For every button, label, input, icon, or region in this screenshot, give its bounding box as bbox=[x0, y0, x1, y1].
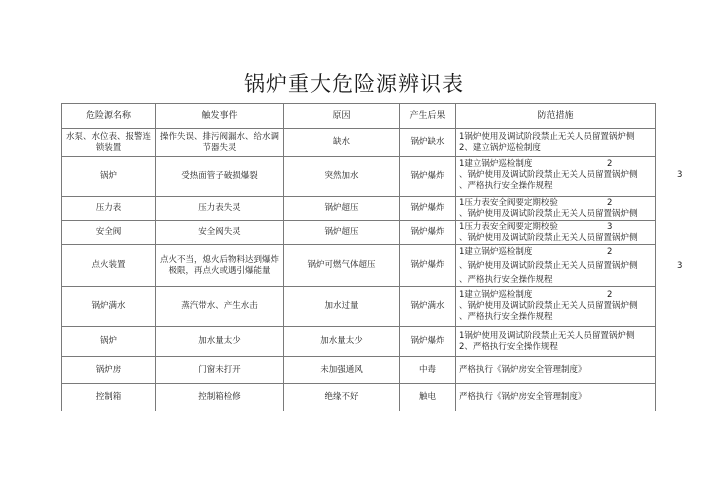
cell-measures bbox=[456, 157, 683, 197]
cell-trigger: 控制箱检修 bbox=[156, 384, 284, 411]
cell-source: 点火装置 bbox=[62, 245, 156, 287]
header-measures: 防范措施 bbox=[456, 104, 656, 129]
cell-trigger: 加水量太少 bbox=[156, 327, 284, 357]
cell-source: 压力表 bbox=[62, 197, 156, 221]
measure-number: 2 bbox=[607, 197, 613, 208]
hazard-table bbox=[61, 103, 683, 411]
cell-trigger: 压力表失灵 bbox=[156, 197, 284, 221]
cell-trigger: 操作失误、排污阀漏水、给水调节器失灵 bbox=[156, 129, 284, 157]
cell-trigger: 门窗未打开 bbox=[156, 357, 284, 384]
cell-result: 锅炉缺水 bbox=[400, 129, 456, 157]
cell-result: 锅炉爆炸 bbox=[400, 221, 456, 245]
cell-source: 水泵、水位表、报警连锁装置 bbox=[62, 129, 156, 157]
table-row bbox=[62, 197, 656, 221]
header-source: 危险源名称 bbox=[62, 104, 156, 129]
measure-line: 1锅炉使用及调试阶段禁止无关人员留置锅炉侧 bbox=[459, 131, 635, 142]
measure-line: 、严格执行安全操作规程 bbox=[459, 275, 553, 285]
cell-trigger: 受热面管子破损爆裂 bbox=[156, 157, 284, 197]
cell-source: 锅炉满水 bbox=[62, 287, 156, 327]
table-row bbox=[62, 221, 656, 245]
measure-line: 严格执行《锅炉房安全管理制度》 bbox=[459, 364, 587, 375]
cell-result: 锅炉满水 bbox=[400, 287, 456, 327]
table-row bbox=[62, 357, 656, 384]
cell-measures bbox=[456, 245, 683, 287]
cell-cause: 绝缘不好 bbox=[284, 384, 400, 411]
measure-line: 1建立锅炉巡检制度 2 bbox=[459, 247, 613, 257]
table-row bbox=[62, 157, 656, 197]
measure-line: 、严格执行安全操作规程 bbox=[459, 181, 553, 191]
cell-cause: 突然加水 bbox=[284, 157, 400, 197]
cell-result: 锅炉爆炸 bbox=[400, 197, 456, 221]
cell-cause: 加水过量 bbox=[284, 287, 400, 327]
cell-measures bbox=[456, 327, 656, 357]
measure-line: 1建立锅炉巡检制度 2 bbox=[459, 159, 613, 169]
cell-measures bbox=[456, 197, 656, 221]
cell-measures bbox=[456, 221, 656, 245]
measure-line: 严格执行《锅炉房安全管理制度》 bbox=[459, 391, 587, 402]
cell-measures bbox=[456, 384, 656, 411]
cell-cause: 锅炉超压 bbox=[284, 221, 400, 245]
table-header-row bbox=[62, 104, 656, 129]
header-trigger: 触发事件 bbox=[156, 104, 284, 129]
table-row bbox=[62, 384, 656, 411]
table-row bbox=[62, 327, 656, 357]
cell-measures bbox=[456, 129, 656, 157]
measure-number: 3 bbox=[607, 221, 613, 232]
cell-cause: 缺水 bbox=[284, 129, 400, 157]
measure-line: 、锅炉使用及调试阶段禁止无关人员留置锅炉侧 bbox=[459, 208, 638, 219]
cell-cause: 锅炉超压 bbox=[284, 197, 400, 221]
header-result: 产生后果 bbox=[400, 104, 456, 129]
page-title: 锅炉重大危险源辨识表 bbox=[244, 72, 464, 96]
measure-number: 3 bbox=[677, 261, 683, 271]
cell-cause: 锅炉可燃气体超压 bbox=[284, 245, 400, 287]
measure-number: 3 bbox=[677, 170, 683, 180]
cell-result: 锅炉爆炸 bbox=[400, 245, 456, 287]
cell-result: 触电 bbox=[400, 384, 456, 411]
measure-number: 2 bbox=[607, 290, 613, 300]
measure-line: 1压力表安全阀要定期校验 2 bbox=[459, 197, 613, 208]
header-cause: 原因 bbox=[284, 104, 400, 129]
cell-cause: 未加强通风 bbox=[284, 357, 400, 384]
measure-line: 2、严格执行安全操作规程 bbox=[459, 341, 558, 352]
cell-source: 控制箱 bbox=[62, 384, 156, 411]
table-row bbox=[62, 129, 656, 157]
measure-line: 1锅炉使用及调试阶段禁止无关人员留置锅炉侧 bbox=[459, 330, 635, 341]
measure-line: 、锅炉使用及调试阶段禁止无关人员留置锅炉侧 3 bbox=[459, 170, 683, 180]
cell-source: 安全阀 bbox=[62, 221, 156, 245]
cell-source: 锅炉房 bbox=[62, 357, 156, 384]
cell-result: 锅炉爆炸 bbox=[400, 327, 456, 357]
cell-trigger: 点火不当，熄火后物料达到爆炸极限，再点火或遇引爆能量 bbox=[156, 245, 284, 287]
cell-trigger: 安全阀失灵 bbox=[156, 221, 284, 245]
cell-measures bbox=[456, 357, 656, 384]
measure-line: 1压力表安全阀要定期校验 3 bbox=[459, 221, 613, 232]
cell-measures bbox=[456, 287, 656, 327]
cell-trigger: 蒸汽带水、产生水击 bbox=[156, 287, 284, 327]
measure-number: 2 bbox=[607, 247, 613, 257]
measure-line: 2、建立锅炉巡检制度 bbox=[459, 142, 541, 153]
cell-source: 锅炉 bbox=[62, 157, 156, 197]
cell-cause: 加水量太少 bbox=[284, 327, 400, 357]
measure-line: 、锅炉使用及调试阶段禁止无关人员留置锅炉侧 3 bbox=[459, 261, 683, 271]
measure-line: 、锅炉使用及调试阶段禁止无关人员留置锅炉侧 bbox=[459, 301, 638, 311]
cell-result: 中毒 bbox=[400, 357, 456, 384]
measure-line: 1建立锅炉巡检制度 2 bbox=[459, 290, 613, 300]
measure-number: 2 bbox=[607, 159, 613, 169]
cell-source: 锅炉 bbox=[62, 327, 156, 357]
table-row bbox=[62, 287, 656, 327]
cell-result: 锅炉爆炸 bbox=[400, 157, 456, 197]
measure-line: 、严格执行安全操作规程 bbox=[459, 312, 553, 322]
measure-line: 、锅炉使用及调试阶段禁止无关人员留置锅炉侧 bbox=[459, 232, 638, 243]
table-row bbox=[62, 245, 656, 287]
